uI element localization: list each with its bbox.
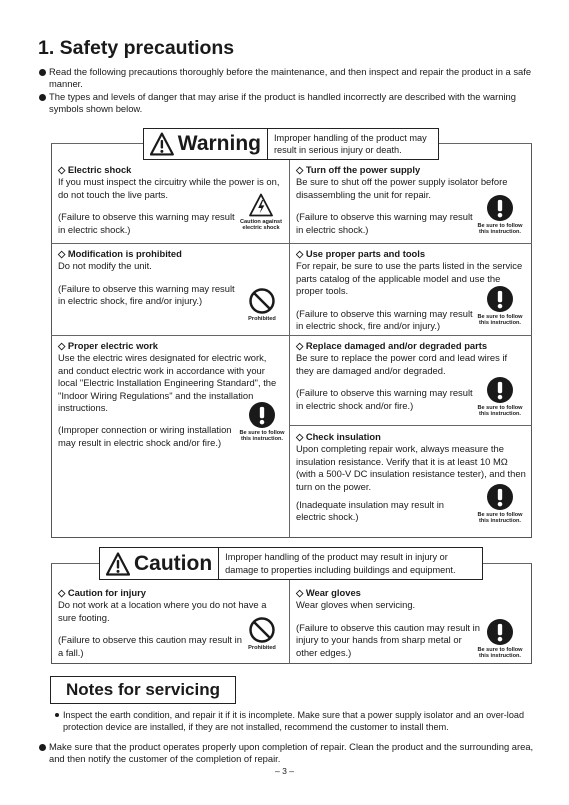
cell-heading: ◇ Modification is prohibited: [58, 248, 182, 259]
mandatory-action-icon: [487, 377, 513, 403]
caution-triangle-icon: [106, 552, 130, 576]
intro-item: Read the following precautions thoroughly before the maintenance, and then inspect and repair the product in a safe manner.: [38, 66, 538, 91]
cell-note: (Failure to observe this warning may result in electric shock and/or fire.): [296, 387, 473, 411]
cell-note: (Failure to observe this warning may result in electric shock.): [296, 211, 473, 235]
caution-header: [99, 547, 483, 580]
cell-heading: ◇ Use proper parts and tools: [296, 248, 426, 259]
notes-title: Notes for servicing: [50, 676, 236, 704]
cell-text: Upon completing repair work, always measure the insulation resistance. Verify that it is at least 10 MΩ (with a 500-V DC insulation resistance tester), and then turn on the power.: [296, 443, 526, 492]
cell-heading: ◇ Caution for injury: [58, 587, 146, 598]
prohibited-icon: [249, 288, 275, 314]
cell-text: Do not modify the unit.: [58, 260, 152, 272]
cell-note: (Failure to observe this warning may result in electric shock.): [58, 211, 235, 235]
cell-heading: ◇ Check insulation: [296, 431, 381, 442]
cell-text: Do not work at a location where you do not have a sure footing.: [58, 599, 267, 623]
notes-item: Inspect the earth condition, and repair it if it is incomplete. Make sure that a power supply isolator and an over-load protection device are installed, if they are not installed, recommend the customer to install them.: [54, 709, 532, 733]
mandatory-action-icon: [249, 402, 275, 428]
mandatory-action-icon: [487, 195, 513, 221]
intro-list: [38, 66, 538, 116]
cell-note: (Failure to observe this warning may result in electric shock, fire and/or injury.): [296, 307, 473, 332]
mandatory-symbol: Be sure to follow this instruction.: [474, 195, 526, 235]
caution-label: Caution: [134, 551, 213, 575]
cell-heading: ◇ Turn off the power supply: [296, 164, 421, 175]
caution-description: Improper handling of the product may result in injury or damage to properties including buildings and equipment.: [225, 552, 456, 575]
cell-note: (Inadequate insulation may result in electric shock.): [296, 499, 445, 523]
mandatory-symbol: Be sure to follow this instruction.: [474, 286, 526, 326]
cell-heading: ◇ Proper electric work: [58, 340, 158, 351]
cell-text: Be sure to shut off the power supply isolator before disassembling the unit for repair.: [296, 176, 508, 200]
warning-triangle-icon: [150, 132, 174, 156]
cell-note: (Failure to observe this caution may result in a fall.): [58, 634, 242, 658]
notes-list: [54, 709, 532, 733]
cell-heading: ◇ Replace damaged and/or degraded parts: [296, 340, 488, 351]
prohibited-icon: [249, 617, 275, 643]
cell-text: Wear gloves when servicing.: [296, 599, 416, 611]
prohibited-symbol: Prohibited: [239, 617, 285, 651]
mandatory-symbol: Be sure to follow this instruction.: [474, 484, 526, 524]
cell-text: If you must inspect the circuitry while the power is on, do not touch the live parts.: [58, 176, 280, 200]
warning-description: Improper handling of the product may result in serious injury or death.: [274, 132, 427, 155]
mandatory-action-icon: [487, 484, 513, 510]
page-title: 1. Safety precautions: [38, 37, 235, 59]
mandatory-symbol: Be sure to follow this instruction.: [474, 619, 526, 659]
mandatory-symbol: Be sure to follow this instruction.: [474, 377, 526, 417]
cell-note: (Failure to observe this caution may result in injury to your hands from sharp metal or other edges.): [296, 621, 480, 658]
final-note: Make sure that the product operates properly upon completion of repair. Clean the product and the surrounding area, and then notify the customer of the completion of repair.: [38, 741, 538, 766]
cell-text: Use the electric wires designated for electric work, and conduct electric work in accordance with your local "Electric Installation Engineering Standard", the "Indoor Wiring Regulations" and the installation instructions.: [58, 352, 277, 414]
mandatory-action-icon: [487, 619, 513, 645]
prohibited-symbol: Prohibited: [239, 288, 285, 322]
page-number: – 3 –: [274, 766, 295, 776]
warning-header: [143, 128, 439, 160]
cell-note: (Failure to observe this warning may result in electric shock, fire and/or injury.): [58, 282, 235, 307]
intro-item: The types and levels of danger that may arise if the product is handled incorrectly are described with the warning symbols shown below.: [38, 91, 538, 116]
cell-text: For repair, be sure to use the parts listed in the service parts catalog of the applicable model and use the proper tools.: [296, 260, 523, 297]
warning-label: Warning: [177, 132, 261, 156]
electric-shock-icon: [249, 193, 273, 217]
cell-text: Be sure to replace the power cord and lead wires if they are damaged and/or degraded.: [296, 352, 508, 376]
electric-shock-symbol: Caution against electric shock: [236, 193, 286, 231]
cell-heading: ◇ Electric shock: [58, 164, 132, 175]
mandatory-symbol: Be sure to follow this instruction.: [236, 402, 288, 442]
cell-heading: ◇ Wear gloves: [296, 587, 361, 598]
mandatory-action-icon: [487, 286, 513, 312]
cell-note: (Improper connection or wiring installation may result in electric shock and/or fire.): [58, 424, 232, 448]
